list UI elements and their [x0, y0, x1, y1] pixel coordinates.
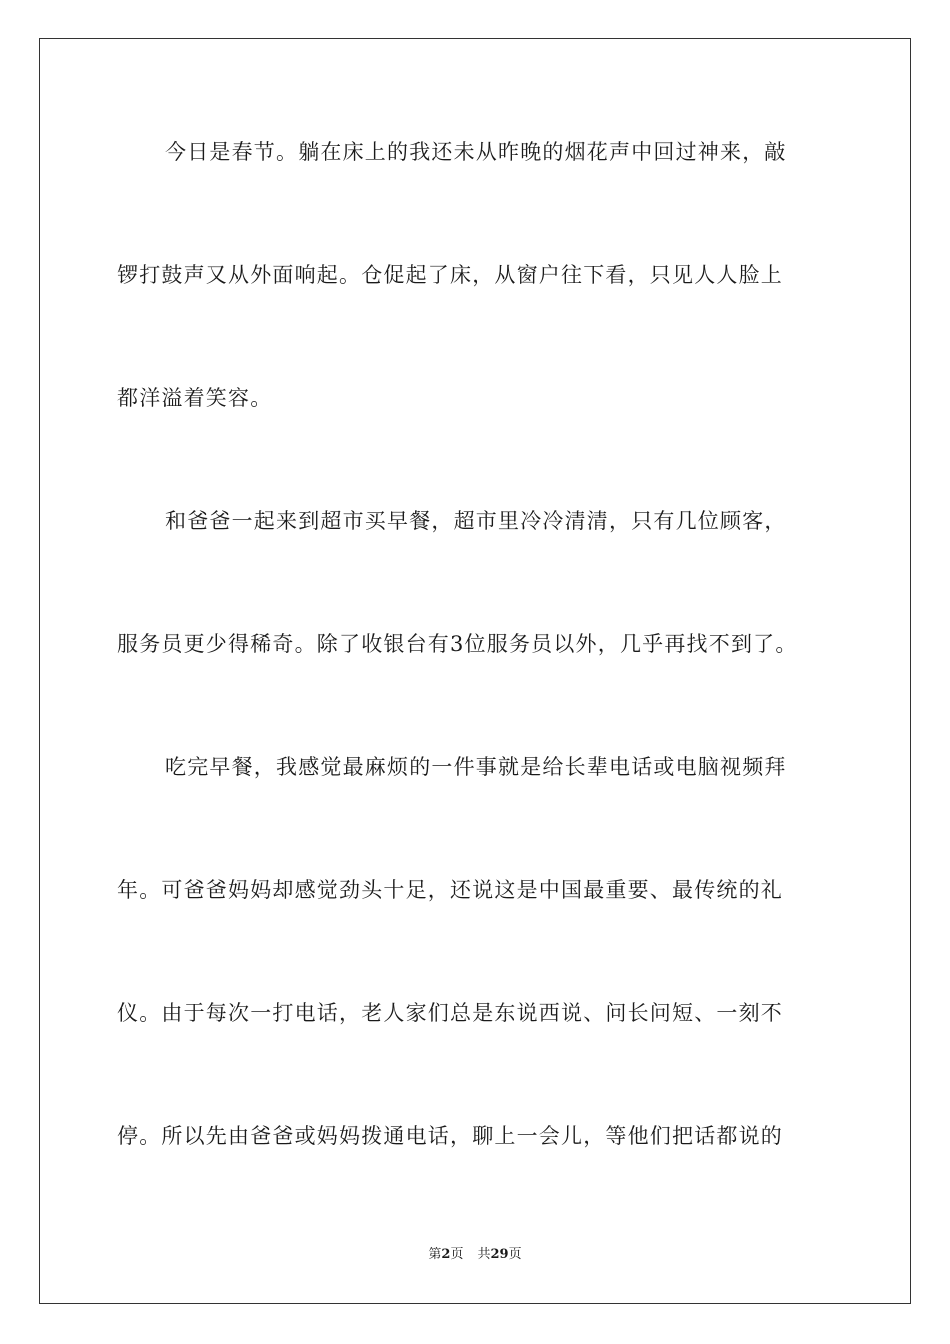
page-border: [39, 38, 911, 1304]
paragraph-2-line-2: 服务员更少得稀奇。除了收银台有3位服务员以外，几乎再找不到了。: [117, 632, 798, 656]
page-number: 2: [441, 1247, 451, 1262]
paragraph-3-line-4: 停。所以先由爸爸或妈妈拨通电话，聊上一会儿，等他们把话都说的: [117, 1124, 783, 1148]
paragraph-3-line-2: 年。可爸爸妈妈却感觉劲头十足，还说这是中国最重要、最传统的礼: [117, 878, 783, 902]
paragraph-3-line-1: 吃完早餐，我感觉最麻烦的一件事就是给长辈电话或电脑视频拜: [165, 755, 787, 779]
page-prefix: 第: [428, 1247, 442, 1262]
paragraph-1-line-1: 今日是春节。躺在床上的我还未从昨晚的烟花声中回过神来，敲: [165, 140, 787, 164]
total-suffix: 页: [508, 1247, 522, 1262]
paragraph-2-line-1: 和爸爸一起来到超市买早餐，超市里冷冷清清，只有几位顾客，: [165, 509, 787, 533]
page-suffix: 页: [450, 1247, 464, 1262]
paragraph-1-line-2: 锣打鼓声又从外面响起。仓促起了床，从窗户往下看，只见人人脸上: [117, 263, 783, 287]
paragraph-3-line-3: 仪。由于每次一打电话，老人家们总是东说西说、问长问短、一刻不: [117, 1001, 783, 1025]
paragraph-1-line-3: 都洋溢着笑容。: [117, 386, 273, 410]
total-prefix: 共: [477, 1247, 491, 1262]
page-footer: [0, 1246, 950, 1264]
total-pages: 29: [490, 1247, 509, 1262]
